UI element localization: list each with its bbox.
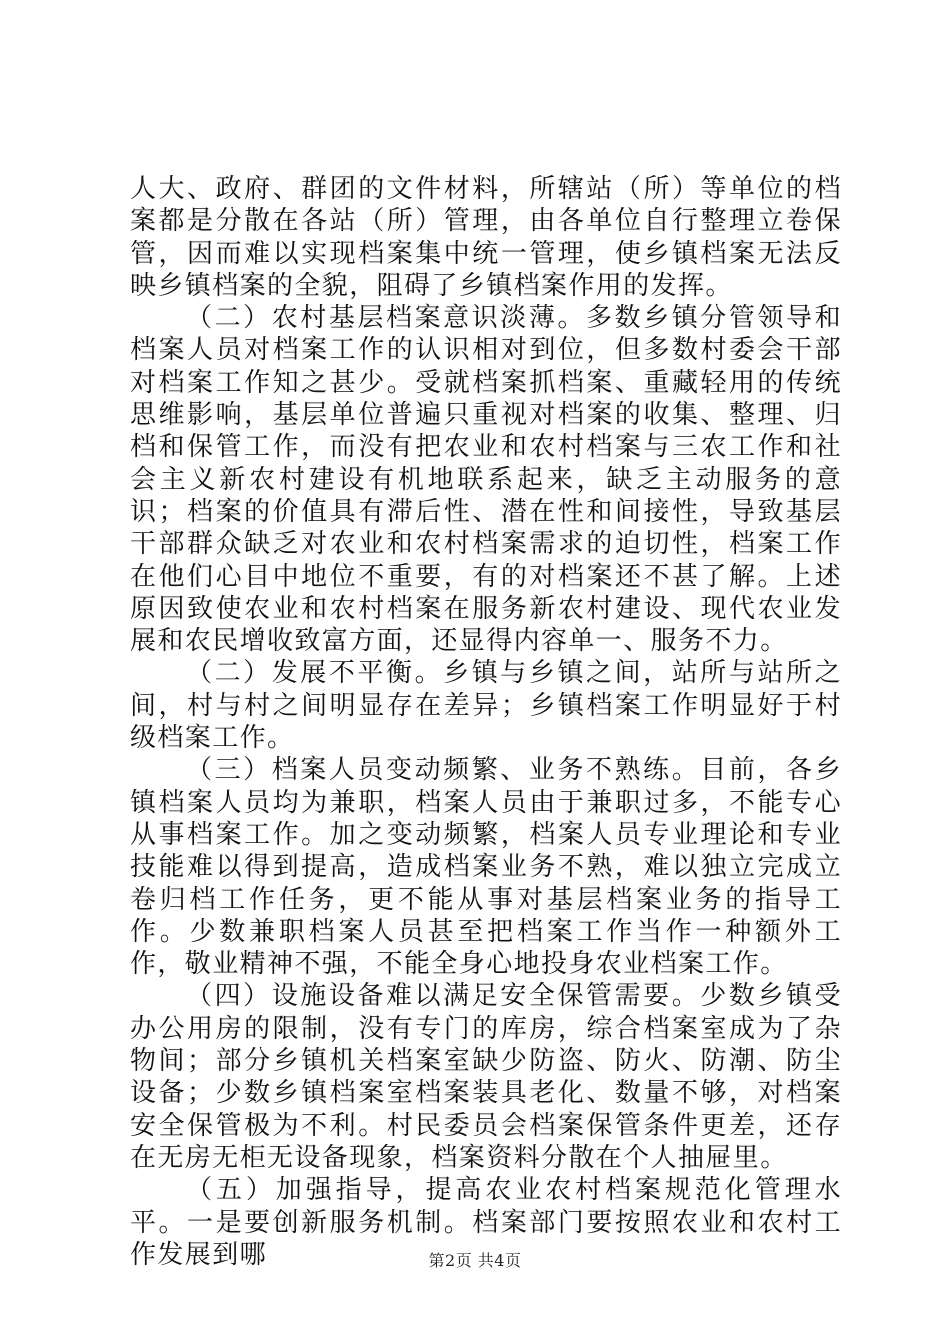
paragraph-staff: （三）档案人员变动频繁、业务不熟练。目前，各乡镇档案人员均为兼职，档案人员由于兼职过多，不能专心从事档案工作。加之变动频繁，档案人员专业理论和专业技能难以得到提高，造成档案业务不熟，难以独立完成立卷归档工作任务，更不能从事对基层档案业务的指导工作。少数兼职档案人员甚至把档案工作当作一种额外工作，敬业精神不强，不能全身心地投身农业档案工作。 xyxy=(130,755,842,980)
paragraph-awareness: （二）农村基层档案意识淡薄。多数乡镇分管领导和档案人员对档案工作的认识相对到位，但多数村委会干部对档案工作知之甚少。受就档案抓档案、重藏轻用的传统思维影响，基层单位普遍只重视对档案的收集、整理、归档和保管工作，而没有把农业和农村档案与三农工作和社会主义新农村建设有机地联系起来，缺乏主动服务的意识；档案的价值具有滞后性、潜在性和间接性，导致基层干部群众缺乏对农业和农村档案需求的迫切性，档案工作在他们心目中地位不重要，有的对档案还不甚了解。上述原因致使农业和农村档案在服务新农村建设、现代农业发展和农民增收致富方面，还显得内容单一、服务不力。 xyxy=(130,303,842,657)
paragraph-continuation: 人大、政府、群团的文件材料，所辖站（所）等单位的档案都是分散在各站（所）管理，由各单位自行整理立卷保管，因而难以实现档案集中统一管理，使乡镇档案无法反映乡镇档案的全貌，阻碍了乡镇档案作用的发挥。 xyxy=(130,174,842,301)
paragraph-guidance: （五）加强指导，提高农业农村档案规范化管理水平。一是要创新服务机制。档案部门要按照农业和农村工作发展到哪 xyxy=(130,1175,842,1270)
paragraph-facilities: （四）设施设备难以满足安全保管需要。少数乡镇受办公用房的限制，没有专门的库房，综合档案室成为了杂物间；部分乡镇机关档案室缺少防盗、防火、防潮、防尘设备；少数乡镇档案室档案装具老化、数量不够，对档案安全保管极为不利。村民委员会档案保管条件更差，还存在无房无柜无设备现象，档案资料分散在个人抽屉里。 xyxy=(130,981,842,1173)
page-footer: 第2页 共4页 xyxy=(428,1251,522,1270)
document-body xyxy=(130,173,842,1271)
paragraph-imbalance: （二）发展不平衡。乡镇与乡镇之间，站所与站所之间，村与村之间明显存在差异；乡镇档案工作明显好于村级档案工作。 xyxy=(130,658,842,754)
